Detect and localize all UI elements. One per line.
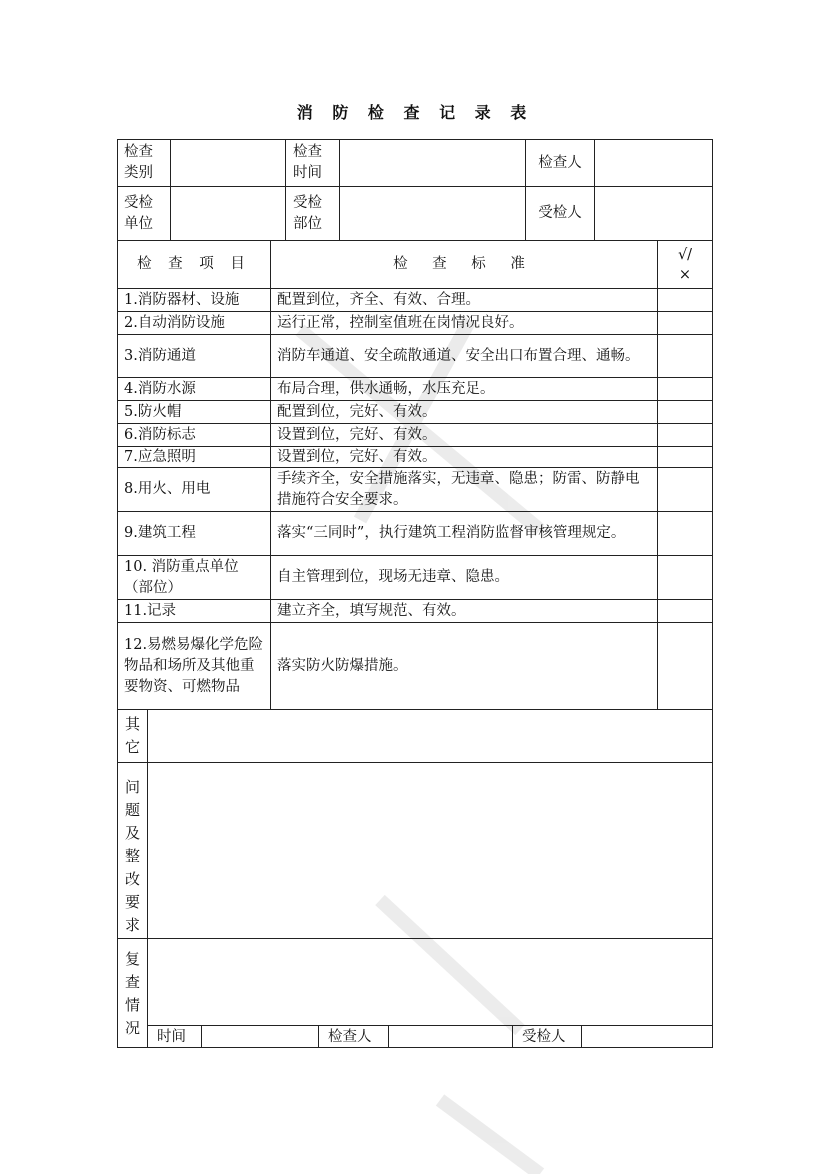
page-title: 消 防 检 查 记 录 表 — [296, 103, 534, 122]
inspection-time-field[interactable] — [340, 140, 525, 186]
inspectee-label: 受检人 — [538, 205, 582, 221]
item-check-cell[interactable] — [658, 512, 712, 555]
item-label: 2.自动消防设施 — [124, 314, 225, 331]
item-label: 10. 消防重点单位（部位） — [124, 558, 239, 596]
inspectee-field[interactable] — [595, 187, 712, 240]
item-standard: 布局合理，供水通畅，水压充足。 — [277, 380, 495, 397]
item-label: 8.用火、用电 — [124, 481, 211, 497]
item-label: 12.易燃易爆化学危险物品和场所及其他重要物资、可燃物品 — [124, 636, 264, 695]
inspected-unit-field[interactable] — [171, 187, 285, 240]
review-field[interactable] — [148, 939, 712, 1025]
item-check-cell[interactable] — [658, 468, 712, 511]
item-standard: 落实“三同时”，执行建筑工程消防监督审核管理规定。 — [277, 525, 626, 541]
inspection-time-label: 检查 时间 — [293, 144, 322, 181]
review-label: 复查情况 — [124, 950, 140, 1037]
item-check-cell[interactable] — [658, 401, 712, 423]
review-time-field[interactable] — [202, 1026, 318, 1048]
item-check-cell[interactable] — [658, 289, 712, 311]
item-check-cell[interactable] — [658, 424, 712, 446]
item-check-cell[interactable] — [658, 623, 712, 709]
review-inspector-field[interactable] — [389, 1026, 512, 1048]
item-standard: 自主管理到位，现场无违章、隐患。 — [277, 569, 509, 585]
inspector-field[interactable] — [595, 140, 712, 186]
item-check-cell[interactable] — [658, 312, 712, 334]
other-label: 其它 — [124, 715, 140, 756]
inspection-type-label: 检查 类别 — [124, 144, 153, 181]
inspector-label: 检查人 — [538, 154, 582, 171]
item-standard: 设置到位，完好、有效。 — [277, 426, 437, 443]
review-inspectee-label: 受检人 — [522, 1028, 566, 1045]
item-standard: 建立齐全，填写规范、有效。 — [277, 602, 466, 619]
item-standard: 手续齐全，安全措施落实，无违章、隐患；防雷、防静电措施符合安全要求。 — [277, 470, 640, 508]
item-standard: 落实防火防爆措施。 — [277, 657, 408, 674]
inspected-section-label: 受检 部位 — [293, 195, 322, 232]
item-label: 3.消防通道 — [124, 347, 196, 364]
inspected-unit-label: 受检 单位 — [124, 195, 153, 232]
item-standard: 设置到位，完好、有效。 — [277, 448, 437, 465]
item-label: 7.应急照明 — [124, 448, 196, 465]
review-inspector-label: 检查人 — [328, 1028, 372, 1045]
item-check-cell[interactable] — [658, 335, 712, 377]
item-standard: 配置到位，齐全、有效、合理。 — [277, 291, 480, 308]
item-label: 1.消防器材、设施 — [124, 291, 240, 308]
column-header-standard: 检 查 标 准 — [393, 256, 535, 272]
problems-field[interactable] — [148, 763, 712, 938]
other-field[interactable] — [148, 710, 712, 762]
item-label: 5.防火帽 — [124, 403, 182, 420]
item-standard: 运行正常，控制室值班在岗情况良好。 — [277, 314, 524, 331]
item-label: 9.建筑工程 — [124, 525, 196, 541]
item-check-cell[interactable] — [658, 600, 712, 622]
item-check-cell[interactable] — [658, 447, 712, 467]
item-label: 11.记录 — [124, 602, 177, 619]
item-check-cell[interactable] — [658, 378, 712, 400]
item-standard: 配置到位，完好、有效。 — [277, 403, 437, 420]
item-check-cell[interactable] — [658, 556, 712, 599]
item-label: 6.消防标志 — [124, 426, 196, 443]
item-standard: 消防车通道、安全疏散通道、安全出口布置合理、通畅。 — [277, 347, 640, 364]
column-header-item: 检 查 项 目 — [137, 256, 251, 272]
problems-label: 问题及整改要求 — [124, 778, 140, 934]
item-label: 4.消防水源 — [124, 380, 196, 397]
review-time-label: 时间 — [157, 1028, 186, 1045]
column-header-check: √/ × — [677, 246, 693, 283]
inspected-section-field[interactable] — [340, 187, 525, 240]
inspection-type-field[interactable] — [171, 140, 285, 186]
review-inspectee-field[interactable] — [582, 1026, 712, 1048]
